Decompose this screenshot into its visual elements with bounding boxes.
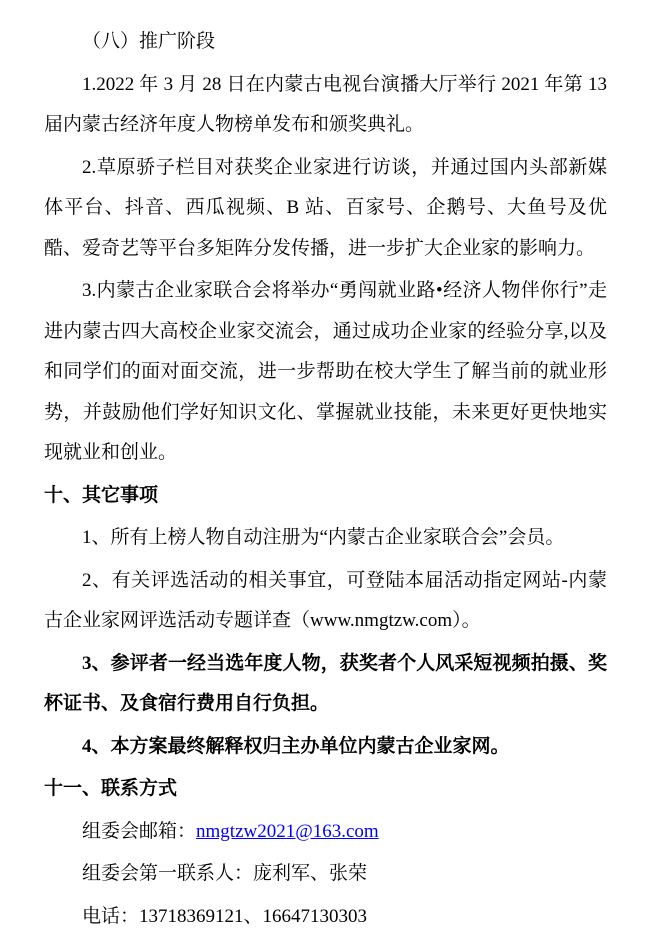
document-content <box>44 22 607 939</box>
contact-email-line <box>44 812 607 853</box>
contact-heading: 十一、联系方式 <box>44 778 178 799</box>
contact-email-label: 组委会邮箱： <box>82 820 197 842</box>
other-item-membership: 1、所有上榜人物自动注册为“内蒙古企业家联合会”会员。 <box>82 527 565 548</box>
promotion-item-award-ceremony: 1.2022 年 3 月 28 日在内蒙古电视台演播大厅举行 2021 年第 13 届内蒙古经济年度人物榜单发布和颁奖典礼。 <box>44 73 607 135</box>
other-item-interpretation-rights: 4、本方案最终解释权归主办单位内蒙古企业家网。 <box>82 735 510 757</box>
other-matters-heading: 十、其它事项 <box>44 484 159 506</box>
other-item-expenses: 3、参评者一经当选年度人物，获奖者个人风采短视频拍摄、奖杯证书、及食宿行费用自行负担。 <box>44 652 607 714</box>
promotion-item-media-interviews: 2.草原骄子栏目对获奖企业家进行访谈，并通过国内头部新媒体平台、抖音、西瓜视频、B 站、百家号、企鹅号、大鱼号及优酷、爱奇艺等平台多矩阵分发传播，进一步扩大企业家的影响力。 <box>44 156 607 259</box>
promotion-stage-heading: （八）推广阶段 <box>82 31 216 52</box>
contact-phone-line: 电话：13718369121、16647130303 <box>82 905 368 927</box>
contact-person-line: 组委会第一联系人：庞利军、张荣 <box>82 863 368 884</box>
promotion-item-campus-exchange: 3.内蒙古企业家联合会将举办“勇闯就业路•经济人物伴你行”走进内蒙古四大高校企业家交流会，通过成功企业家的经验分享,以及和同学们的面对面交流，进一步帮助在校大学生了解当前的就业形势，并鼓励他们学好知识文化、掌握就业技能，未来更好更快地实现就业和创业。 <box>44 280 607 463</box>
email-link[interactable]: nmgtzw2021@163.com <box>196 820 379 842</box>
other-item-website-info: 2、有关评选活动的相关事宜，可登陆本届活动指定网站-内蒙古企业家网评选活动专题详查（www.nmgtzw.com）。 <box>44 569 607 631</box>
